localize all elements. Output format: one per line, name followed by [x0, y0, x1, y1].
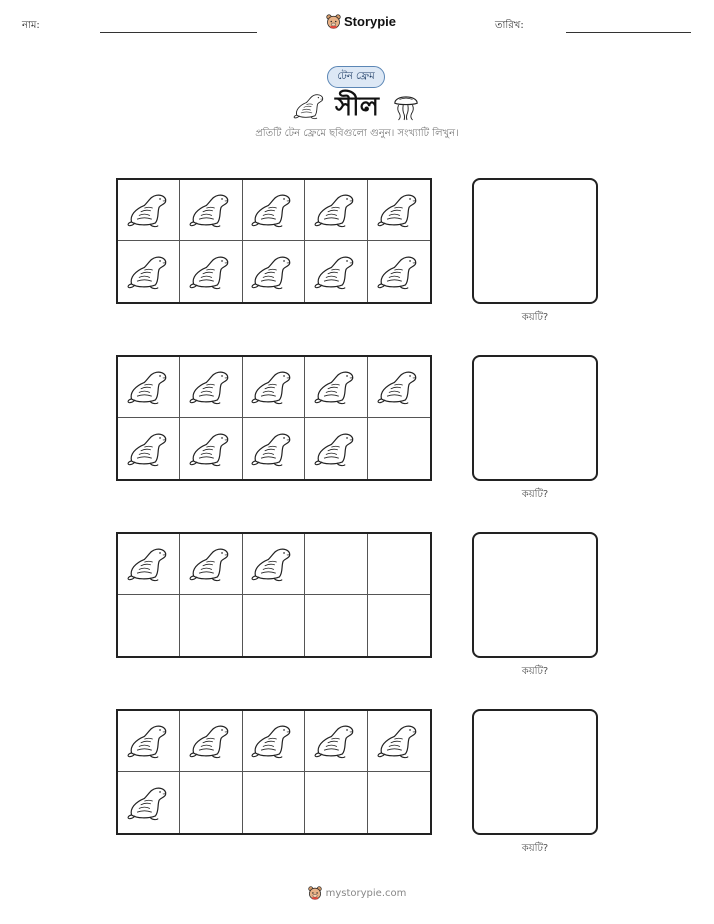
seal-icon [126, 430, 172, 468]
ten-frame-badge: টেন ফ্রেম [327, 66, 385, 88]
footer-url[interactable]: mystorypie.com [325, 887, 407, 899]
seal-icon [188, 368, 234, 406]
ten-frame-cell [305, 418, 367, 479]
ten-frame [116, 178, 432, 304]
answer-box[interactable] [472, 355, 598, 481]
ten-frame-cell [305, 241, 367, 302]
seal-icon [313, 430, 359, 468]
answer-label: কয়টি? [521, 843, 549, 854]
seal-icon [313, 722, 359, 760]
seal-icon [188, 545, 234, 583]
ten-frame-cell [180, 418, 242, 479]
ten-frame-cell [243, 772, 305, 833]
ten-frame-cell [368, 180, 430, 241]
name-label: নাম: [22, 20, 40, 31]
ten-frame-cell [180, 711, 242, 772]
seal-icon [126, 784, 172, 822]
storypie-logo-icon [326, 14, 341, 29]
ten-frame-cell [368, 534, 430, 595]
name-line[interactable] [100, 32, 257, 33]
answer-box[interactable] [472, 532, 598, 658]
ten-frame [116, 709, 432, 835]
seal-icon [376, 191, 422, 229]
seal-icon [188, 430, 234, 468]
ten-frame-cell [118, 595, 180, 656]
seal-icon [188, 253, 234, 291]
ten-frame-cell [243, 241, 305, 302]
ten-frame-cell [180, 241, 242, 302]
seal-icon [250, 545, 296, 583]
ten-frame-cell [243, 595, 305, 656]
ten-frame-cell [305, 180, 367, 241]
ten-frame-cell [305, 357, 367, 418]
ten-frame-cell [118, 772, 180, 833]
ten-frame-cell [180, 180, 242, 241]
answer-label: কয়টি? [521, 666, 549, 677]
seal-icon [126, 722, 172, 760]
ten-frame-cell [368, 418, 430, 479]
brand-name: Storypie [344, 14, 397, 29]
instructions: প্রতিটি টেন ফ্রেমে ছবিগুলো গুনুন। সংখ্যাটি লিখুন। [255, 128, 459, 139]
ten-frame-cell [243, 180, 305, 241]
ten-frame [116, 532, 432, 658]
ten-frame-cell [243, 357, 305, 418]
ten-frame-cell [118, 180, 180, 241]
ten-frame-cell [118, 418, 180, 479]
answer-box[interactable] [472, 178, 598, 304]
date-line[interactable] [566, 32, 691, 33]
ten-frame-cell [118, 534, 180, 595]
ten-frame-cell [368, 772, 430, 833]
answer-label: কয়টি? [521, 312, 549, 323]
ten-frame-cell [243, 418, 305, 479]
seal-icon [126, 191, 172, 229]
ten-frame-cell [118, 241, 180, 302]
seal-icon [313, 191, 359, 229]
ten-frame-cell [180, 772, 242, 833]
seal-icon [250, 722, 296, 760]
ten-frame-cell [368, 595, 430, 656]
seal-icon [126, 545, 172, 583]
seal-icon [250, 430, 296, 468]
seal-icon [376, 253, 422, 291]
ten-frame-cell [118, 357, 180, 418]
seal-icon [250, 368, 296, 406]
answer-label: কয়টি? [521, 489, 549, 500]
seal-icon [126, 368, 172, 406]
storypie-logo-icon [308, 886, 322, 900]
seal-icon [376, 368, 422, 406]
brand [326, 14, 396, 29]
seal-icon [250, 253, 296, 291]
ten-frame-cell [305, 711, 367, 772]
ten-frame-cell [368, 711, 430, 772]
page-title: সীল [335, 92, 379, 122]
ten-frame-cell [305, 595, 367, 656]
answer-box[interactable] [472, 709, 598, 835]
ten-frame-cell [368, 241, 430, 302]
ten-frame-cell [180, 357, 242, 418]
ten-frame-cell [305, 534, 367, 595]
footer [0, 886, 714, 900]
seal-icon [313, 368, 359, 406]
date-label: তারিখ: [495, 20, 524, 31]
seal-icon [188, 191, 234, 229]
seal-icon [250, 191, 296, 229]
ten-frame-cell [243, 711, 305, 772]
seal-icon [376, 722, 422, 760]
ten-frame-cell [180, 595, 242, 656]
ten-frame-cell [118, 711, 180, 772]
ten-frame-cell [305, 772, 367, 833]
ten-frame-cell [368, 357, 430, 418]
ten-frame-cell [180, 534, 242, 595]
worksheet-header [0, 0, 714, 50]
ten-frame-cell [243, 534, 305, 595]
seal-icon [313, 253, 359, 291]
jellyfish-icon [392, 90, 420, 122]
seal-icon [188, 722, 234, 760]
ten-frame [116, 355, 432, 481]
seal-icon [126, 253, 172, 291]
